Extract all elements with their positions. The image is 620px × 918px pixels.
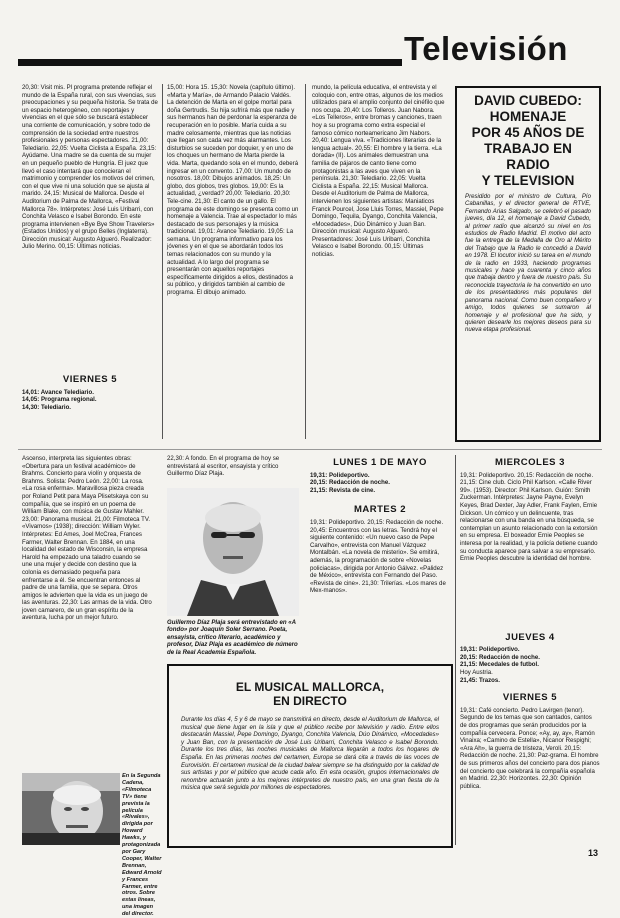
schedule-item: 21,15: Revista de cine. [310,486,376,494]
schedule-item: 19,31: Polideportivo. [460,646,520,654]
schedule-item: 19,31: Polideportivo. [310,471,370,479]
schedule-item: 14,05: Programa regional. [22,396,97,404]
plaja-photo [167,488,299,616]
schedule-text: 20,30: Visit mis. Pl programa pretende reflejar el mundo de la España rural, con sus vivencias, sus preocupaciones y su pequeña historia. Se trata de un espacio heterogéneo, con reportajes y vivencias en el que sólo se buscará establecer una corriente de comunicación, y sobre todo de comprensión de la sociedad entre nuestros profesionales y personas espectadores. 21,00: Telediario. 22,05: Vuelta Ciclista a España. 23,15: Ayúdame. Una madre se da cuenta de su mujer en un pequeño pueblo de Hungría. El juez que llevó el caso intentará que conocieran el matrimonio y comprender los motivos del crimen, con el que vive ni una solución que se ajusta al marido. 24,15: Musical de Mallorca. Desde el Auditorium de Palma de Mallorca, «Festival Mallorca 78». Intérpretes: José Luis Uribarri, con Conchita Velasco e Isabel Borondo. En este programa intervienen «Bye Bye Show Travelers» (Estados Unidos) y el grupo Belles (Inglaterra). Dirección musical: Augusto Algueró. Realizador: Julio Merino. 00,15: Últimas noticias. [22,84,158,251]
column-divider [162,84,163,439]
director-photo [22,773,120,845]
schedule-item: 20,15: Redacción de noche. [460,653,540,661]
schedule-text: Ascenso, interpreta las siguientes obras: «Obertura para un festival académico» de Brahms. Concierto para violín y orquesta de Brahms. Solista: Pedro León. 22,00: La rosa. «La rosa enferma». Maravillosa pieza creada por Roland Petit para Maya Plisetskaya con su compañía, que se inspiró en un poema de William Blake, con música de Gustav Mahler. 23,00: Panorama musical. 21,00: Filmoteca TV. «Vivamos» (1938); dirección: William Wyler. Intérpretes: Ed Ames, Joel McCrea, Frances Farmer, Walter Brennan. En 1884, en una localidad del estado de Wisconsin, la empresa Harold ha empezado una taladro cuando se une una mujer y decide con destino que la colonia es demasiado pequeña para enfrentarse a él. Se encuentran entonces al padre de una familia, que se separa. Otros amigos le advierten que la vida es un juego de las aventuras. 22,30: Las armas de la vida. Otro joven camarero, de un gran espíritu de la aventura, lucha por un mejor futuro. [22,455,152,622]
column-left-top [22,84,158,356]
musical-headline: EL MUSICAL MALLORCA, EN DIRECTO [235,680,385,708]
cubedo-article-box [455,86,601,442]
director-photo-caption: En la Segunda Cadena, «Filmoteca TV» tiene prevista la película «Rivales», dirigida por Howard Hawks, y protagonizada por Gary Cooper, Walter Brennan, Edward Arnold y Frances Farmer, entre otros. Sobre estas líneas, una imagen del director. [122,773,162,918]
column-bottom-mid [167,455,297,485]
musical-article-text: Durante los días 4, 5 y 6 de mayo se transmitirá en directo, desde el Auditorium de Mallorca, el musical que tiene lugar en la isla y que el público recibe por televisión y radio. Entre ellos destacarán Massiel, Pepe Domingo, Dyango, Conchita Valencia, Dúo Dinámico, «Mocedades» y Juan Ban, con la presentación de José Luis Uribarri, Conchita Velasco e Isabel Borondo. Durante los tres días, las noches musicales de Mallorca llegarán a todos los hogares de España. En las primeras noches del certamen, Europa se dará cita a través de las voces de Eurovisión. El certamen musical de la ciudad balear siempre se ha distinguido por la calidad de sus artistas y por el público que acude cada año. En esta ocasión, grupos internacionales de renombre actuarán junto a los mejores intérpretes de nuestro país, en una gran fiesta de la música que será seguida por millones de espectadores. [181,716,439,792]
day-heading: MIERCOLES 3 [495,457,565,468]
schedule-text: 22,30: A fondo. En el programa de hoy se entrevistará al escritor, ensayista y crítico Guillermo Díaz Plaja. [167,455,280,478]
section-divider [18,449,602,450]
column-mid-top [167,84,299,440]
plaja-portrait-image [167,488,299,616]
schedule-item: 14,01: Avance Telediario. [22,388,94,396]
day-heading: VIERNES 5 [502,692,558,704]
header-rule [18,59,402,66]
column-divider [455,455,456,845]
column-divider [305,84,306,439]
schedule-item: Hoy Austria. [460,668,493,676]
schedule-text: 15,00: Hora 15. 15,30: Novela (capítulo último). «Marta y María», de Armando Palacio Valdés. La detención de Marta en el golpe mortal para doña Gertrudis. Su hija sufrirá más que nadie y sus hermanos han de perdonar la esperanza de recuperación en lo posible. María cuida a su madre celosamente, mientras que las noticias que llegan son cada vez más alarmantes. Los disturbios se suceden por doquier, y en uno de los choques un hermano de Marta pierde la vida. Marta, quedando sola en el mundo, deberá ingresar en un convento. 17,00: Un mundo de nosotros. 18,00: Dibujos animados. 18,25: Un globo, dos globos, tres globos. 19,00: Es la actualidad, ¿verdad? 20,00: Telediario. 20,30: Tele-cine. 21,30: El canto de un gallo. El programa de este domingo se presenta como un homenaje a Valencia. Trae al espectador lo más destacado de sus personajes y la música tradicional. 19,01: Avance Telediario. 19,05: La semana. Un programa informativo para los jóvenes y en el que se abordarán todos los temas relacionados con su mundo y la actualidad. A lo largo del programa se presentarán con aquellos reportajes específicamente dirigidos a ellos, destinados a su público, y dirigidos también al cambio de programa. El dibujo animado. [167,84,299,297]
column-bottom-left [22,455,152,768]
schedule-text: 19,31: Polideportivo. 20,15: Redacción de noche. 20,45: Encuentros con las letras. Tendrá hoy el siguiente contenido: «Un nuevo caso de Pepe Carvalho», entrevista con Manuel Vázquez Montalbán. «La novela de misterio». Se emitirá, además, la programación de sobre «Novelas policiacas», dirigida por Antonio Gálvez. «Palidez de México», entrevista con Fernando del Paso. «Revista de cine». 21,30: Trilerías. «Los mares de Mex-manos». [310,518,446,595]
page-number: 13 [588,848,599,858]
column-mid-right-top [312,84,445,440]
schedule-text: 19,31: Café concierto. Pedro Lavirgen (tenor). Segundo de los temas que son cantados, cantos de dos programas que serán producidos por la compañía cervecera. Ponce; «Ay, ay, ay», Ramón Vinaixa; «Camino de Estella», Nicanor Respighi; «Ara Ah», la guerra de tristeza, Veroli. 20,15: Redacción de noche. 21,30: Paz-grama. El hombre de sus primeros años del concierto para dos pianos del concierto que celebrará la compañía española en Madrid. 22,30: Horizontes. 22,30: Opinión pública. [460,706,600,790]
schedule-text: mundo, la película educativa, el entrevista y el coloquio con, entre otras, algunos de los medios utilizados para el amplio conjunto del cinéfilo que nos ocupa. 20,40: Los Tolleros. Juan Nabora. «Los Telleros», entre bromas y canciones, traen hoy a su programa como extra especial el famoso cómico norteamericano Jim Nabors. 20,40: Lengua viva. «Tradiciones literarias de la lengua actual». 20,55: El hombre y la tierra. «La dorada» (II). Los animales demuestran una familia de pájaros de canto tiene como protagonistas a las aves que viven en la península. 21,30: Telediario. 22,05: Vuelta Ciclista a España. 22,15: Musical Mallorca. Desde el Auditorium de Palma de Mallorca, intervienen los siguientes artistas: Maniaticos Franck Pourcel, Jose Lluis Torres, Massiel, Pepe Domingo, Tequila, Dyango, Conchita Valencia, «Mocedades», Dúo Dinámico y Juan Ban. Dirección musical: Augusto Algueró. Presentadores: José Luis Uribarri, Conchita Velasco e Isabel Borondo. 00,15: Últimas noticias. [312,84,445,259]
day-heading: MARTES 2 [353,504,407,516]
schedule-item: 14,30: Telediario. [22,403,71,411]
schedule-item: 21,45: Trazos. [460,676,500,684]
schedule-item: 21,15: Mecedales de futbol. [460,661,539,669]
column-left-viernes [22,372,158,452]
day-heading: VIERNES 5 [62,374,118,385]
schedule-text: 19,31: Polideportivo. 20,15: Redacción de noche. 21,15: Cine club. Ciclo Phil Karlson. «Calle River 99». (1953). Director: Phil Karlson. Guión: Smith Zuckerman. Intérpretes: Jayne Payne, Evelyn Keyes, Brad Dexter, Jay Adler, Frank Faylen, Ernie Dickson. Un cómico y un delincuente, tras relacionarse con una banda en una búsqueda, se contemplan un asunto relacionado con la extorsión en su empresa. El boxeador Ernie Peoples se interesa por la realidad, y la policía detiene cuando su conducta aparece para salvar a su empresario. Ernie Peoples descubre la identidad del hombre. [460,471,598,563]
plaja-photo-caption: Guillermo Díaz Plaja será entrevistado en «A fondo» por Joaquín Soler Serrano. Poeta, ensayista, crítico literario, académico y profesor, Díaz Plaja es académico de número de la Real Academia Española. [167,619,298,656]
column-miercoles [460,455,600,845]
day-heading: LUNES 1 DE MAYO [333,457,427,468]
cubedo-headline: DAVID CUBEDO: HOMENAJE POR 45 AÑOS DE TRABAJO EN RADIO Y TELEVISION [471,93,585,188]
schedule-item: 20,15: Redacción de noche. [310,479,390,487]
page-title: Televisión [404,30,568,67]
musical-article-box [167,664,453,848]
cubedo-article-text: Presidido por el ministro de Cultura, Pío Cabanillas, y el director general de RTVE, Fernando Arias Salgado, se celebró el pasado jueves, día 12, el homenaje a David Cubedo, al primer radio que alcanzó su nivel en los estudios de Radio Madrid. El motivo del acto fue la entrega de la Medalla de Oro al Mérito del Trabajo que la Radio le concedió a David en 1978. El locutor inició su tarea en el mundo de la radio en 1933, haciendo programas musicales y hace ya cuarenta y cinco años que trabaja dentro y fuera de nuestro país. Su reconocida trayectoria le ha convertido en uno de los presentadores más populares del panorama nacional. Como buen compañero y amigo, todos quienes se sumaron al homenaje y el profesional que ha sido, y quieren desearle los mejores deseos para su nueva etapa profesional. [465,193,591,334]
director-portrait-image [22,773,120,845]
day-heading: JUEVES 4 [505,631,555,643]
column-lunes-martes [310,455,450,660]
